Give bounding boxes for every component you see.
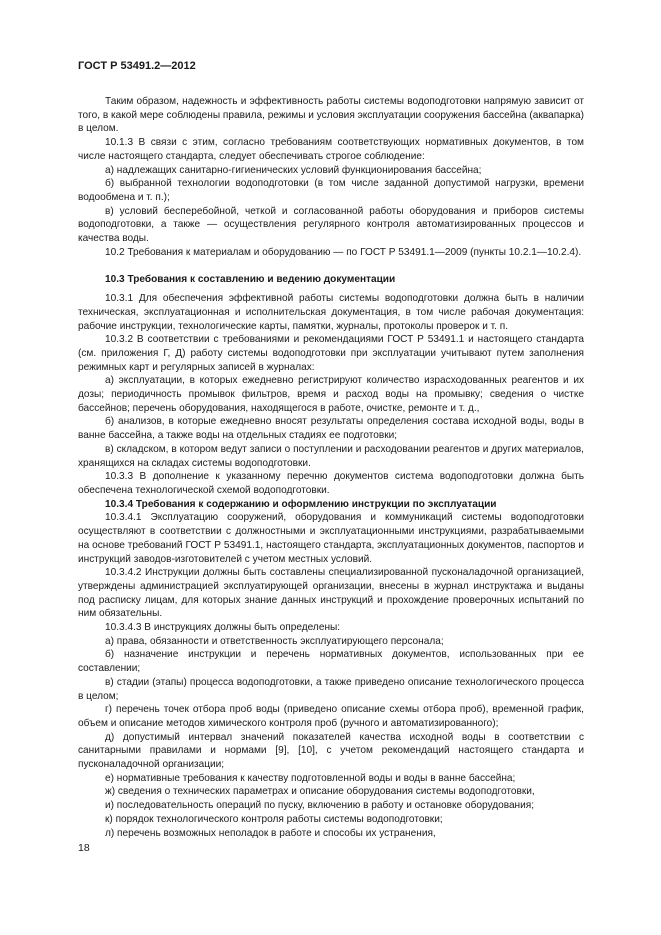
list-item: в) складском, в котором ведут записи о поступлении и расходовании реагентов и других материалов, хранящихся на складах системы водоподготовки. xyxy=(78,443,584,469)
list-item: а) надлежащих санитарно-гигиенических условий функционирования бассейна; xyxy=(105,164,482,176)
paragraph: Таким образом, надежность и эффективность работы системы водоподготовки напрямую зависит от того, в какой мере соблюдены правила, режимы и условия эксплуатации сооружения бассейна (аквапарка) в целом. xyxy=(78,96,584,135)
paragraph: 10.3.2 В соответствии с требованиями и рекомендациями ГОСТ Р 53491.1 и настоящего стандарта (см. приложения Г, Д) работу системы водоподготовки при эксплуатации учитывают путем заполнения режимных карт и регулярных записей в журналах: xyxy=(78,334,584,373)
paragraph: 10.3.3 В дополнение к указанному перечню документов система водоподготовки должна быть обеспечена технологической схемой водоподготовки. xyxy=(78,471,584,496)
list-item: в) стадии (этапы) процесса водоподготовки, а также приведено описание технологического процесса в целом; xyxy=(78,676,584,702)
list-item: и) последовательность операций по пуску, включению в работу и остановке оборудования; xyxy=(105,800,535,812)
paragraph: 10.3.4.3 В инструкциях должны быть определены: xyxy=(105,622,341,634)
list-item: д) допустимый интервал значений показателей качества исходной воды в соответствии с санитарными правилами и нормами [9], [10], с учетом рекомендаций настоящего стандарта и пусконаладочной организации; xyxy=(78,731,584,771)
paragraph: 10.3.4.1 Эксплуатацию сооружений, оборудования и коммуникаций системы водоподготовки осуществляют в соответствии с должностными и эксплуатационными инструкциями, разрабатываемыми на основе требований ГОСТ Р 53491.1, настоящего стандарта, эксплуатационных документов, паспортов и инструкций заводов-изготовителей с учетом местных условий. xyxy=(78,512,584,565)
paragraph: 10.3.1 Для обеспечения эффективной работы системы водоподготовки должна быть в наличии техническая, эксплуатационная и исполнительская документация, в том числе рабочая документация: рабочие инструкции, технологические карты, памятки, журналы, протоколы проверок и т. п. xyxy=(78,293,584,332)
list-item: а) эксплуатации, в которых ежедневно регистрируют количество израсходованных реагентов и их дозы; периодичность промывок фильтров, время и расход воды на промывку; сведения о чистке бассейнов; перечень оборудования, находящегося в работе, очистке, ремонте и т. д., xyxy=(78,375,584,414)
list-item: б) назначение инструкции и перечень нормативных документов, использованных при ее составлении; xyxy=(78,649,584,675)
section-heading: 10.3 Требования к составлению и ведению документации xyxy=(105,274,396,286)
page-number: 18 xyxy=(78,842,90,854)
list-item: к) порядок технологического контроля работы системы водоподготовки; xyxy=(105,813,443,825)
list-item: г) перечень точек отбора проб воды (приведено описание схемы отбора проб), временной график, объем и описание методов химического контроля проб (ручного и автоматизированного); xyxy=(78,704,584,729)
list-item: б) анализов, в которые ежедневно вносят результаты определения состава исходной воды, воды в ванне бассейна, а также воды на отдельных стадиях ее подготовки; xyxy=(78,416,584,442)
list-item: л) перечень возможных неполадок в работе и способы их устранения, xyxy=(105,827,436,839)
list-item: а) права, обязанности и ответственность эксплуатирующего персонала; xyxy=(105,635,444,647)
list-item: ж) сведения о технических параметрах и описание оборудования системы водоподготовки, xyxy=(105,786,535,798)
list-item: е) нормативные требования к качеству подготовленной воды и воды в ванне бассейна; xyxy=(105,772,516,784)
paragraph: 10.3.4.2 Инструкции должны быть составлены специализированной пусконаладочной организацией, утверждены администрацией эксплуатирующей организации, внесены в журнал инструктажа и выданы под расписку лицам, для которых знание данных инструкций и прохождение проверочных испытаний по ним обязательны. xyxy=(78,567,584,620)
page-body xyxy=(78,95,584,840)
paragraph: 10.1.3 В связи с этим, согласно требованиям соответствующих нормативных документов, в том числе настоящего стандарта, следует обеспечивать строгое соблюдение: xyxy=(78,137,584,162)
paragraph: 10.2 Требования к материалам и оборудованию — по ГОСТ Р 53491.1—2009 (пункты 10.2.1—10.2.4). xyxy=(105,246,582,258)
list-item: в) условий бесперебойной, четкой и согласованной работы оборудования и приборов системы водоподготовки, а также — осуществления регулярного контроля автоматизированных процессов и качества воды. xyxy=(78,205,584,245)
standard-header: ГОСТ Р 53491.2—2012 xyxy=(78,60,196,72)
subsection-heading: 10.3.4 Требования к содержанию и оформлению инструкции по эксплуатации xyxy=(105,498,497,510)
list-item: б) выбранной технологии водоподготовки (в том числе заданной допустимой нагрузки, времени водообмена и т. п.); xyxy=(78,178,584,203)
